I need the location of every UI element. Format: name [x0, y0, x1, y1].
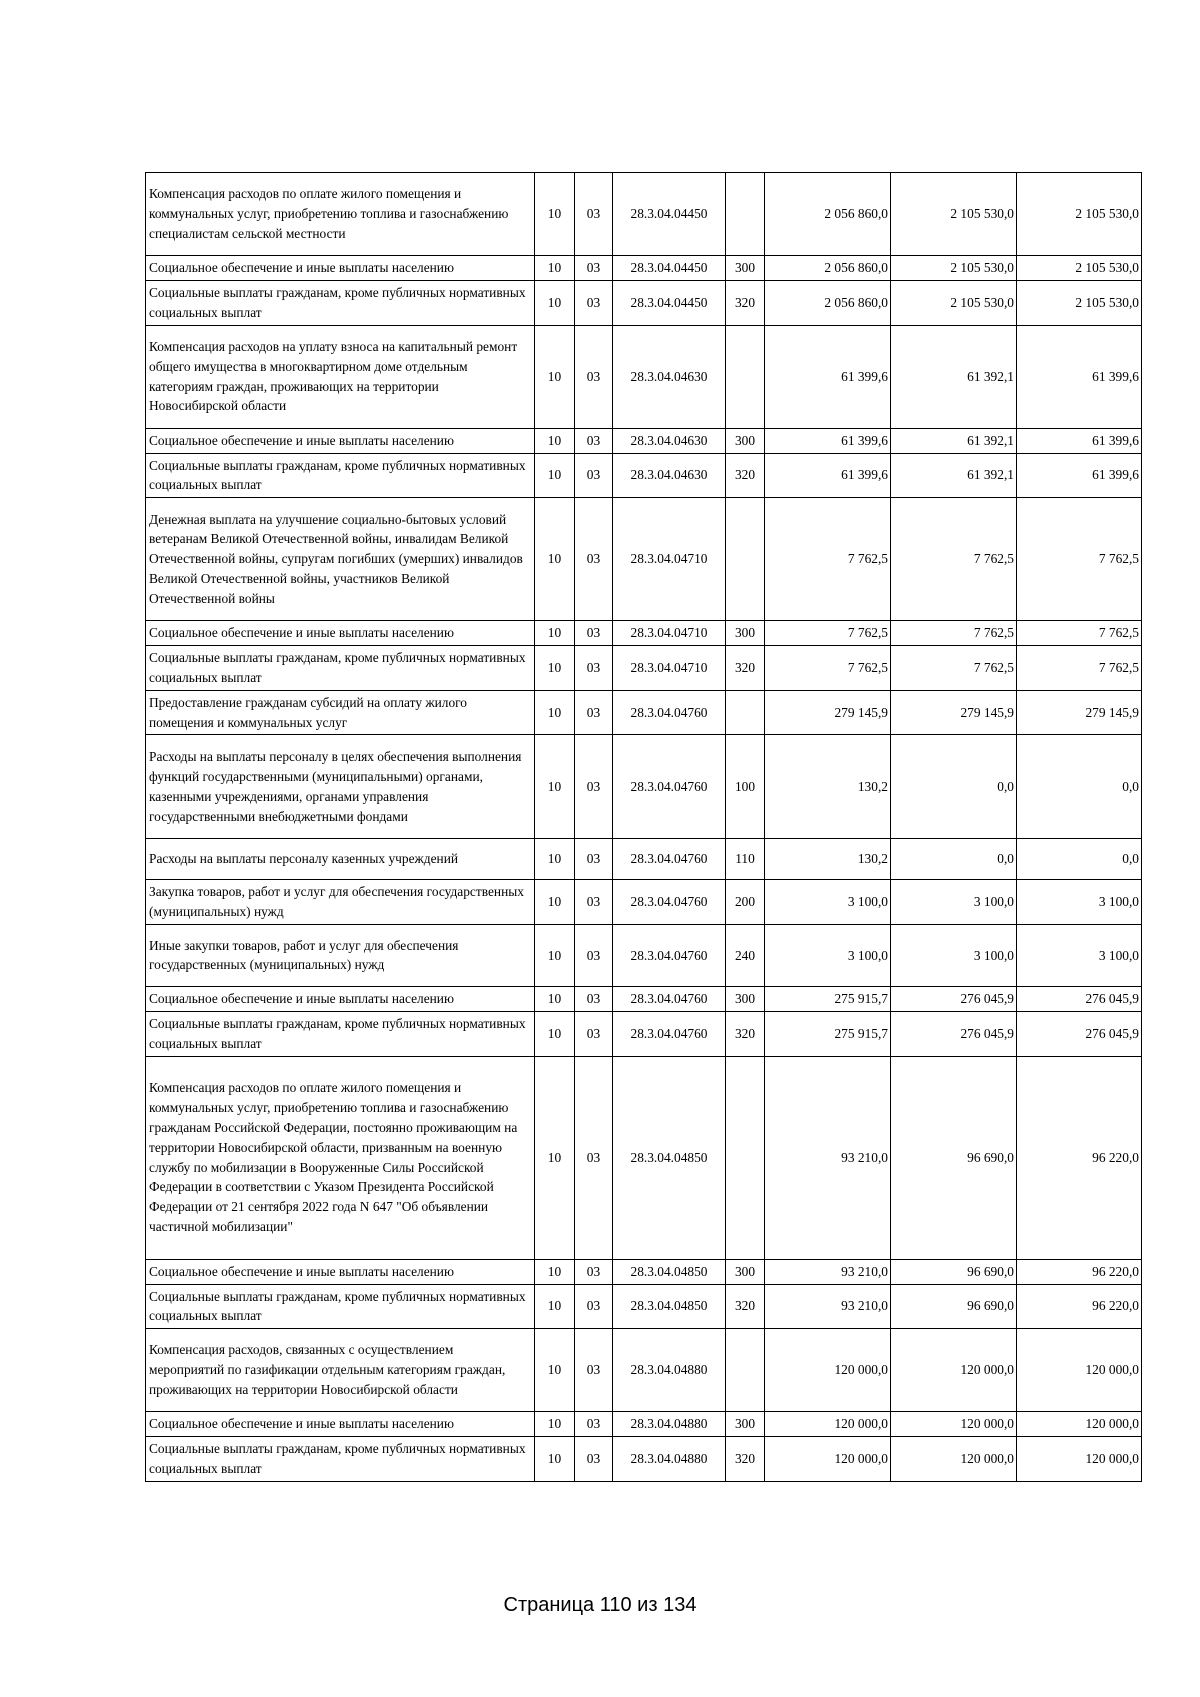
row-amount-1: 120 000,0: [765, 1412, 891, 1437]
row-amount-1: 2 056 860,0: [765, 256, 891, 281]
row-section: 10: [535, 1011, 575, 1056]
row-subsection: 03: [575, 453, 613, 498]
row-amount-3: 7 762,5: [1017, 498, 1142, 621]
row-target-code: 28.3.04.04760: [613, 690, 726, 735]
row-section: 10: [535, 325, 575, 428]
row-expense-type: 320: [726, 281, 765, 326]
row-section: 10: [535, 621, 575, 646]
row-amount-3: 61 399,6: [1017, 325, 1142, 428]
row-amount-2: 2 105 530,0: [891, 281, 1017, 326]
row-amount-1: 7 762,5: [765, 646, 891, 691]
row-amount-1: 93 210,0: [765, 1259, 891, 1284]
row-section: 10: [535, 880, 575, 925]
row-section: 10: [535, 1284, 575, 1329]
row-section: 10: [535, 256, 575, 281]
budget-table: [145, 172, 1142, 1482]
table-row: [146, 735, 1142, 839]
row-amount-1: 61 399,6: [765, 428, 891, 453]
row-amount-2: 7 762,5: [891, 621, 1017, 646]
row-amount-3: 276 045,9: [1017, 986, 1142, 1011]
row-expense-type: 300: [726, 621, 765, 646]
table-row: [146, 453, 1142, 498]
row-amount-3: 276 045,9: [1017, 1011, 1142, 1056]
row-name: Социальное обеспечение и иные выплаты населению: [146, 256, 535, 281]
row-section: 10: [535, 1259, 575, 1284]
row-name: Компенсация расходов по оплате жилого помещения и коммунальных услуг, приобретению топлива и газоснабжению специалистам сельской местности: [146, 173, 535, 256]
row-expense-type: 320: [726, 1437, 765, 1482]
row-amount-1: 120 000,0: [765, 1329, 891, 1412]
row-subsection: 03: [575, 256, 613, 281]
row-target-code: 28.3.04.04450: [613, 173, 726, 256]
row-amount-1: 93 210,0: [765, 1284, 891, 1329]
table-row: [146, 986, 1142, 1011]
row-expense-type: 100: [726, 735, 765, 839]
row-amount-3: 3 100,0: [1017, 924, 1142, 986]
table-row: [146, 1437, 1142, 1482]
row-target-code: 28.3.04.04880: [613, 1437, 726, 1482]
table-row: [146, 498, 1142, 621]
table-row: [146, 621, 1142, 646]
row-section: 10: [535, 1437, 575, 1482]
table-row: [146, 1412, 1142, 1437]
row-section: 10: [535, 735, 575, 839]
table-row: [146, 325, 1142, 428]
row-amount-3: 120 000,0: [1017, 1437, 1142, 1482]
row-amount-2: 96 690,0: [891, 1259, 1017, 1284]
table-row: [146, 924, 1142, 986]
row-amount-3: 61 399,6: [1017, 428, 1142, 453]
row-target-code: 28.3.04.04760: [613, 1011, 726, 1056]
row-amount-3: 96 220,0: [1017, 1284, 1142, 1329]
table-row: [146, 1259, 1142, 1284]
row-amount-3: 96 220,0: [1017, 1056, 1142, 1259]
row-target-code: 28.3.04.04760: [613, 735, 726, 839]
row-amount-2: 279 145,9: [891, 690, 1017, 735]
row-target-code: 28.3.04.04630: [613, 453, 726, 498]
row-subsection: 03: [575, 646, 613, 691]
row-subsection: 03: [575, 173, 613, 256]
row-name: Компенсация расходов, связанных с осуществлением мероприятий по газификации отдельным категориям граждан, проживающих на территории Новосибирской области: [146, 1329, 535, 1412]
row-amount-1: 279 145,9: [765, 690, 891, 735]
row-amount-2: 7 762,5: [891, 646, 1017, 691]
row-target-code: 28.3.04.04450: [613, 281, 726, 326]
row-target-code: 28.3.04.04880: [613, 1412, 726, 1437]
row-name: Социальные выплаты гражданам, кроме публичных нормативных социальных выплат: [146, 281, 535, 326]
row-target-code: 28.3.04.04850: [613, 1056, 726, 1259]
row-section: 10: [535, 173, 575, 256]
row-subsection: 03: [575, 1259, 613, 1284]
table-row: [146, 428, 1142, 453]
row-amount-3: 120 000,0: [1017, 1329, 1142, 1412]
row-amount-3: 2 105 530,0: [1017, 173, 1142, 256]
row-target-code: 28.3.04.04760: [613, 986, 726, 1011]
row-amount-1: 3 100,0: [765, 924, 891, 986]
row-section: 10: [535, 428, 575, 453]
row-section: 10: [535, 646, 575, 691]
row-amount-2: 61 392,1: [891, 453, 1017, 498]
row-section: 10: [535, 498, 575, 621]
row-expense-type: [726, 1329, 765, 1412]
row-subsection: 03: [575, 880, 613, 925]
table-row: [146, 1329, 1142, 1412]
row-name: Компенсация расходов по оплате жилого помещения и коммунальных услуг, приобретению топлива и газоснабжению гражданам Российской Федерации, постоянно проживающим на территории Новосибирской области, призванным на военную службу по мобилизации в Вооруженные Силы Российской Федерации в соответствии с Указом Президента Российской Федерации от 21 сентября 2022 года N 647 "Об объявлении частичной мобилизации": [146, 1056, 535, 1259]
row-subsection: 03: [575, 690, 613, 735]
row-amount-1: 2 056 860,0: [765, 173, 891, 256]
row-name: Социальное обеспечение и иные выплаты населению: [146, 986, 535, 1011]
row-amount-2: 0,0: [891, 839, 1017, 880]
row-section: 10: [535, 281, 575, 326]
row-expense-type: 320: [726, 1284, 765, 1329]
row-name: Расходы на выплаты персоналу в целях обеспечения выполнения функций государственными (муниципальными) органами, казенными учреждениями, органами управления государственными внебюджетными фондами: [146, 735, 535, 839]
row-name: Компенсация расходов на уплату взноса на капитальный ремонт общего имущества в многоквартирном доме отдельным категориям граждан, проживающих на территории Новосибирской области: [146, 325, 535, 428]
row-target-code: 28.3.04.04450: [613, 256, 726, 281]
row-amount-3: 3 100,0: [1017, 880, 1142, 925]
row-amount-2: 96 690,0: [891, 1284, 1017, 1329]
row-name: Предоставление гражданам субсидий на оплату жилого помещения и коммунальных услуг: [146, 690, 535, 735]
row-amount-3: 2 105 530,0: [1017, 256, 1142, 281]
row-amount-2: 120 000,0: [891, 1437, 1017, 1482]
row-subsection: 03: [575, 498, 613, 621]
row-expense-type: 320: [726, 1011, 765, 1056]
row-expense-type: [726, 173, 765, 256]
row-expense-type: 320: [726, 453, 765, 498]
row-name: Социальное обеспечение и иные выплаты населению: [146, 1259, 535, 1284]
row-expense-type: [726, 1056, 765, 1259]
row-subsection: 03: [575, 1056, 613, 1259]
row-expense-type: 320: [726, 646, 765, 691]
row-name: Закупка товаров, работ и услуг для обеспечения государственных (муниципальных) нужд: [146, 880, 535, 925]
row-name: Социальные выплаты гражданам, кроме публичных нормативных социальных выплат: [146, 646, 535, 691]
row-name: Социальное обеспечение и иные выплаты населению: [146, 621, 535, 646]
table-row: [146, 1056, 1142, 1259]
row-amount-1: 130,2: [765, 839, 891, 880]
row-target-code: 28.3.04.04850: [613, 1284, 726, 1329]
row-expense-type: 300: [726, 1412, 765, 1437]
row-subsection: 03: [575, 986, 613, 1011]
row-expense-type: 300: [726, 256, 765, 281]
table-row: [146, 646, 1142, 691]
row-name: Иные закупки товаров, работ и услуг для обеспечения государственных (муниципальных) нужд: [146, 924, 535, 986]
row-target-code: 28.3.04.04850: [613, 1259, 726, 1284]
row-subsection: 03: [575, 1437, 613, 1482]
row-target-code: 28.3.04.04760: [613, 924, 726, 986]
row-amount-3: 0,0: [1017, 735, 1142, 839]
row-expense-type: 300: [726, 986, 765, 1011]
table-row: [146, 1284, 1142, 1329]
row-expense-type: [726, 690, 765, 735]
row-section: 10: [535, 1329, 575, 1412]
row-expense-type: [726, 325, 765, 428]
row-section: 10: [535, 924, 575, 986]
row-amount-3: 7 762,5: [1017, 621, 1142, 646]
row-subsection: 03: [575, 1329, 613, 1412]
table-row: [146, 281, 1142, 326]
row-subsection: 03: [575, 1284, 613, 1329]
row-subsection: 03: [575, 735, 613, 839]
row-target-code: 28.3.04.04760: [613, 839, 726, 880]
row-section: 10: [535, 453, 575, 498]
table-row: [146, 690, 1142, 735]
row-target-code: 28.3.04.04760: [613, 880, 726, 925]
row-target-code: 28.3.04.04710: [613, 646, 726, 691]
row-amount-2: 2 105 530,0: [891, 256, 1017, 281]
row-name: Социальное обеспечение и иные выплаты населению: [146, 1412, 535, 1437]
row-amount-1: 275 915,7: [765, 1011, 891, 1056]
row-target-code: 28.3.04.04880: [613, 1329, 726, 1412]
row-subsection: 03: [575, 428, 613, 453]
row-amount-2: 120 000,0: [891, 1412, 1017, 1437]
row-name: Социальные выплаты гражданам, кроме публичных нормативных социальных выплат: [146, 1437, 535, 1482]
row-subsection: 03: [575, 1412, 613, 1437]
row-target-code: 28.3.04.04630: [613, 428, 726, 453]
table-row: [146, 1011, 1142, 1056]
row-amount-3: 2 105 530,0: [1017, 281, 1142, 326]
row-target-code: 28.3.04.04710: [613, 498, 726, 621]
row-target-code: 28.3.04.04630: [613, 325, 726, 428]
row-amount-2: 7 762,5: [891, 498, 1017, 621]
row-amount-3: 61 399,6: [1017, 453, 1142, 498]
row-amount-1: 120 000,0: [765, 1437, 891, 1482]
row-amount-1: 61 399,6: [765, 453, 891, 498]
row-amount-3: 120 000,0: [1017, 1412, 1142, 1437]
page-number: Страница 110 из 134: [503, 1594, 697, 1616]
row-subsection: 03: [575, 325, 613, 428]
row-section: 10: [535, 1056, 575, 1259]
table-row: [146, 173, 1142, 256]
row-subsection: 03: [575, 924, 613, 986]
row-amount-2: 3 100,0: [891, 924, 1017, 986]
row-amount-3: 279 145,9: [1017, 690, 1142, 735]
row-expense-type: [726, 498, 765, 621]
row-subsection: 03: [575, 621, 613, 646]
row-name: Социальные выплаты гражданам, кроме публичных нормативных социальных выплат: [146, 1284, 535, 1329]
row-name: Социальное обеспечение и иные выплаты населению: [146, 428, 535, 453]
table-row: [146, 256, 1142, 281]
row-expense-type: 300: [726, 428, 765, 453]
row-amount-3: 7 762,5: [1017, 646, 1142, 691]
row-subsection: 03: [575, 281, 613, 326]
row-amount-2: 61 392,1: [891, 325, 1017, 428]
row-amount-2: 276 045,9: [891, 1011, 1017, 1056]
row-expense-type: 110: [726, 839, 765, 880]
row-name: Расходы на выплаты персоналу казенных учреждений: [146, 839, 535, 880]
row-subsection: 03: [575, 839, 613, 880]
row-amount-2: 3 100,0: [891, 880, 1017, 925]
row-target-code: 28.3.04.04710: [613, 621, 726, 646]
table-row: [146, 880, 1142, 925]
row-amount-2: 96 690,0: [891, 1056, 1017, 1259]
row-amount-3: 0,0: [1017, 839, 1142, 880]
row-amount-2: 2 105 530,0: [891, 173, 1017, 256]
row-expense-type: 300: [726, 1259, 765, 1284]
row-amount-1: 7 762,5: [765, 498, 891, 621]
row-amount-1: 2 056 860,0: [765, 281, 891, 326]
row-amount-1: 275 915,7: [765, 986, 891, 1011]
row-section: 10: [535, 1412, 575, 1437]
row-section: 10: [535, 986, 575, 1011]
row-amount-1: 130,2: [765, 735, 891, 839]
table-row: [146, 839, 1142, 880]
row-amount-2: 0,0: [891, 735, 1017, 839]
row-expense-type: 200: [726, 880, 765, 925]
row-amount-1: 93 210,0: [765, 1056, 891, 1259]
row-section: 10: [535, 839, 575, 880]
row-subsection: 03: [575, 1011, 613, 1056]
row-amount-2: 120 000,0: [891, 1329, 1017, 1412]
row-amount-2: 61 392,1: [891, 428, 1017, 453]
row-section: 10: [535, 690, 575, 735]
row-name: Денежная выплата на улучшение социально-бытовых условий ветеранам Великой Отечественной войны, инвалидам Великой Отечественной войны, супругам погибших (умерших) инвалидов Великой Отечественной войны, участников Великой Отечественной войны: [146, 498, 535, 621]
row-expense-type: 240: [726, 924, 765, 986]
row-amount-2: 276 045,9: [891, 986, 1017, 1011]
row-amount-1: 61 399,6: [765, 325, 891, 428]
row-amount-1: 7 762,5: [765, 621, 891, 646]
row-amount-1: 3 100,0: [765, 880, 891, 925]
row-amount-3: 96 220,0: [1017, 1259, 1142, 1284]
row-name: Социальные выплаты гражданам, кроме публичных нормативных социальных выплат: [146, 1011, 535, 1056]
row-name: Социальные выплаты гражданам, кроме публичных нормативных социальных выплат: [146, 453, 535, 498]
